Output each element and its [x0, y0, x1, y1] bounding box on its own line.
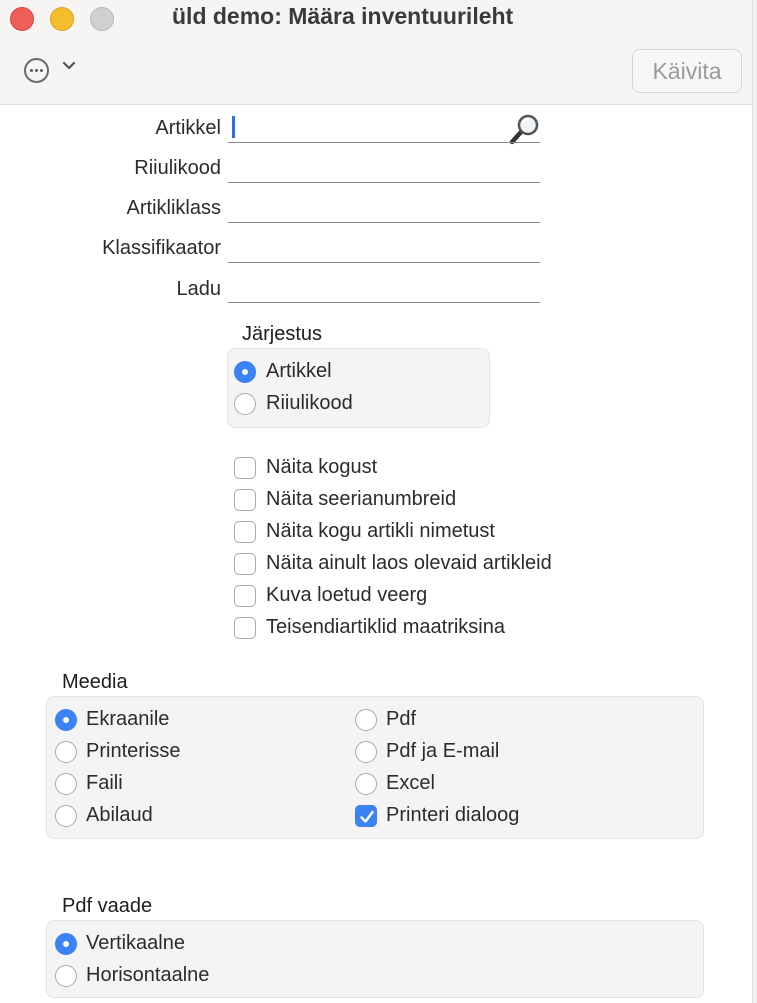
- ellipsis-circle-icon[interactable]: [24, 58, 49, 83]
- text-cursor: [232, 116, 235, 138]
- sort-option-label: Artikkel: [266, 360, 332, 382]
- run-button[interactable]: Käivita: [632, 49, 742, 93]
- sort-option-label: Riiulikood: [266, 392, 353, 414]
- field-label-klassifikaator: Klassifikaator: [102, 237, 221, 259]
- media-excel-radio[interactable]: [355, 773, 377, 795]
- checkbox-label: Näita ainult laos olevaid artikleid: [266, 552, 552, 574]
- media-option-label: Ekraanile: [86, 708, 170, 730]
- media-pdf-radio[interactable]: [355, 709, 377, 731]
- klassifikaator-input[interactable]: [228, 262, 540, 263]
- media-pdf-email-radio[interactable]: [355, 741, 377, 763]
- checkbox-label: Näita kogu artikli nimetust: [266, 520, 495, 542]
- window-edge: [752, 0, 757, 1003]
- checkbox-label: Näita kogust: [266, 456, 378, 478]
- checkbox-label: Teisendiartiklid maatriksina: [266, 616, 505, 638]
- field-label-artikkel: Artikkel: [155, 117, 221, 139]
- artikliklass-input[interactable]: [228, 222, 540, 223]
- media-option-label: Excel: [386, 772, 435, 794]
- ladu-input[interactable]: [228, 302, 540, 303]
- field-label-ladu: Ladu: [176, 278, 221, 300]
- field-label-riiulikood: Riiulikood: [134, 157, 221, 179]
- checkmark-icon: [358, 808, 376, 826]
- sort-artikkel-radio[interactable]: [234, 361, 256, 383]
- riiulikood-input[interactable]: [228, 182, 540, 183]
- naita-kogust-checkbox[interactable]: [234, 457, 256, 479]
- sort-riiulikood-radio[interactable]: [234, 393, 256, 415]
- checkbox-label: Näita seerianumbreid: [266, 488, 457, 510]
- media-heading: Meedia: [62, 671, 128, 693]
- printer-dialog-checkbox[interactable]: [355, 805, 377, 827]
- media-option-label: Pdf ja E-mail: [386, 740, 500, 762]
- close-window-button[interactable]: [10, 7, 34, 31]
- media-ekraanile-radio[interactable]: [55, 709, 77, 731]
- media-option-label: Printerisse: [86, 740, 181, 762]
- naita-laos-olevaid-checkbox[interactable]: [234, 553, 256, 575]
- window-title: üld demo: Määra inventuurileht: [172, 3, 514, 29]
- media-abilaud-radio[interactable]: [55, 805, 77, 827]
- artikkel-input[interactable]: [228, 142, 540, 143]
- sort-heading: Järjestus: [242, 323, 323, 345]
- pdf-view-option-label: Horisontaalne: [86, 964, 210, 986]
- media-option-label: Faili: [86, 772, 123, 794]
- media-option-label: Abilaud: [86, 804, 153, 826]
- media-option-label: Printeri dialoog: [386, 804, 520, 826]
- pdf-vertikaalne-radio[interactable]: [55, 933, 77, 955]
- teisendiartiklid-checkbox[interactable]: [234, 617, 256, 639]
- media-faili-radio[interactable]: [55, 773, 77, 795]
- checkbox-label: Kuva loetud veerg: [266, 584, 428, 606]
- kuva-loetud-veerg-checkbox[interactable]: [234, 585, 256, 607]
- pdf-horisontaalne-radio[interactable]: [55, 965, 77, 987]
- window-titlebar: [0, 0, 752, 105]
- pdf-view-option-label: Vertikaalne: [86, 932, 185, 954]
- field-label-artikliklass: Artikliklass: [126, 197, 221, 219]
- chevron-down-icon[interactable]: [62, 58, 76, 78]
- media-option-label: Pdf: [386, 708, 417, 730]
- zoom-window-button[interactable]: [90, 7, 114, 31]
- media-printerisse-radio[interactable]: [55, 741, 77, 763]
- naita-kogu-nimetust-checkbox[interactable]: [234, 521, 256, 543]
- naita-seerianumbreid-checkbox[interactable]: [234, 489, 256, 511]
- pdf-view-heading: Pdf vaade: [62, 895, 153, 917]
- magnifier-icon[interactable]: [507, 112, 541, 146]
- minimize-window-button[interactable]: [50, 7, 74, 31]
